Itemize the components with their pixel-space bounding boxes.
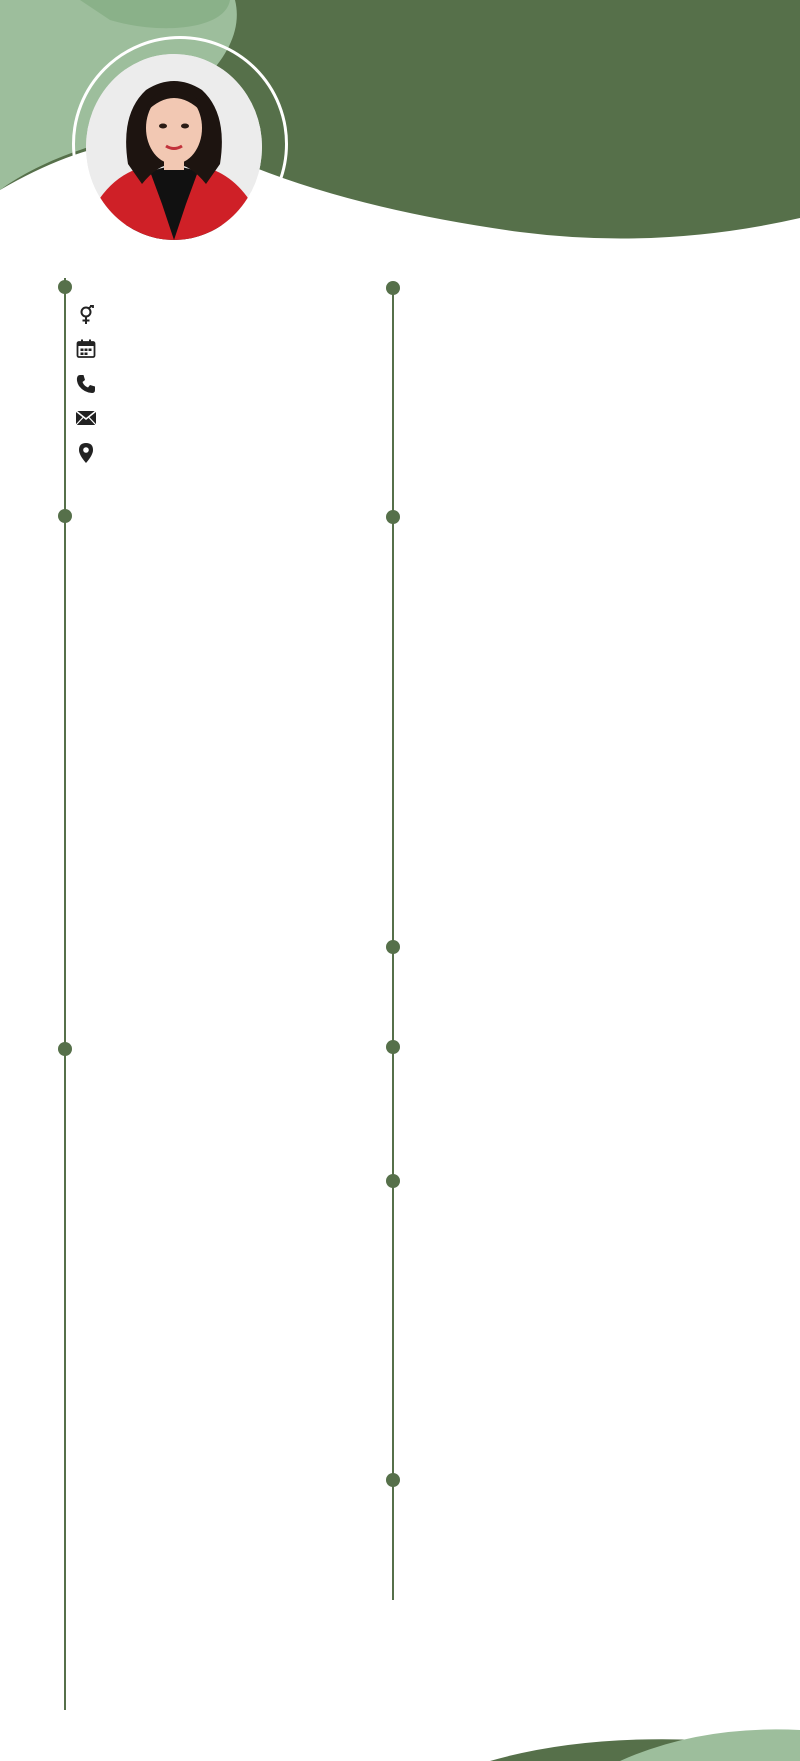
timeline-dot xyxy=(58,1042,72,1056)
contact-phone xyxy=(76,373,106,395)
timeline-dot xyxy=(58,280,72,294)
timeline-dot xyxy=(386,1040,400,1054)
timeline-dot xyxy=(58,509,72,523)
contact-email xyxy=(76,407,106,429)
timeline-dot xyxy=(386,1473,400,1487)
contact-gender xyxy=(76,304,106,326)
calendar-icon xyxy=(76,339,96,359)
gender-icon xyxy=(76,305,96,325)
avatar xyxy=(86,54,262,240)
timeline-dot xyxy=(386,940,400,954)
timeline-dot xyxy=(386,510,400,524)
phone-icon xyxy=(76,374,96,394)
timeline-dot xyxy=(386,1174,400,1188)
location-icon xyxy=(76,443,96,463)
left-timeline xyxy=(64,278,66,1710)
profile-photo xyxy=(86,54,262,240)
contact-birthday xyxy=(76,338,106,360)
mail-icon xyxy=(76,408,96,428)
contact-address xyxy=(76,442,106,464)
timeline-dot xyxy=(386,281,400,295)
